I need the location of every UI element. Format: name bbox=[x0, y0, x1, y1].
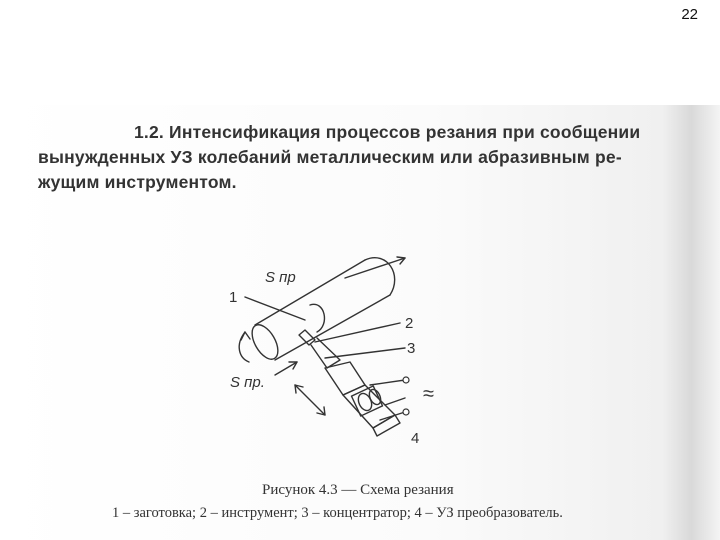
feed-label-top: S пр bbox=[265, 269, 296, 286]
callout-4: 4 bbox=[411, 430, 420, 447]
heading-line-1: 1.2. Интенсификация процессов резания при сообщении bbox=[134, 122, 641, 142]
figure-caption-title: Рисунок 4.3 — Схема резания bbox=[262, 482, 454, 498]
section-heading bbox=[38, 120, 658, 195]
figure-caption-legend: 1 – заготовка; 2 – инструмент; 3 – концентратор; 4 – УЗ преобразователь. bbox=[112, 505, 563, 521]
cutting-scheme-figure bbox=[215, 250, 455, 450]
callout-3: 3 bbox=[407, 340, 416, 357]
feed-label-bottom: S пр. bbox=[230, 374, 265, 391]
ultrasonic-transducer bbox=[325, 362, 400, 436]
ac-symbol: ≈ bbox=[423, 383, 434, 405]
oscillation-arrow bbox=[295, 385, 325, 415]
callout-2: 2 bbox=[405, 315, 414, 332]
callout-1: 1 bbox=[229, 289, 238, 306]
feed-arrow-top bbox=[345, 258, 405, 278]
page-number: 22 bbox=[681, 6, 698, 23]
heading-line-2: вынужденных УЗ колебаний металлическим или абразивным ре- bbox=[38, 147, 622, 167]
cutting-tool bbox=[299, 330, 315, 345]
heading-line-3: жущим инструментом. bbox=[38, 172, 237, 192]
